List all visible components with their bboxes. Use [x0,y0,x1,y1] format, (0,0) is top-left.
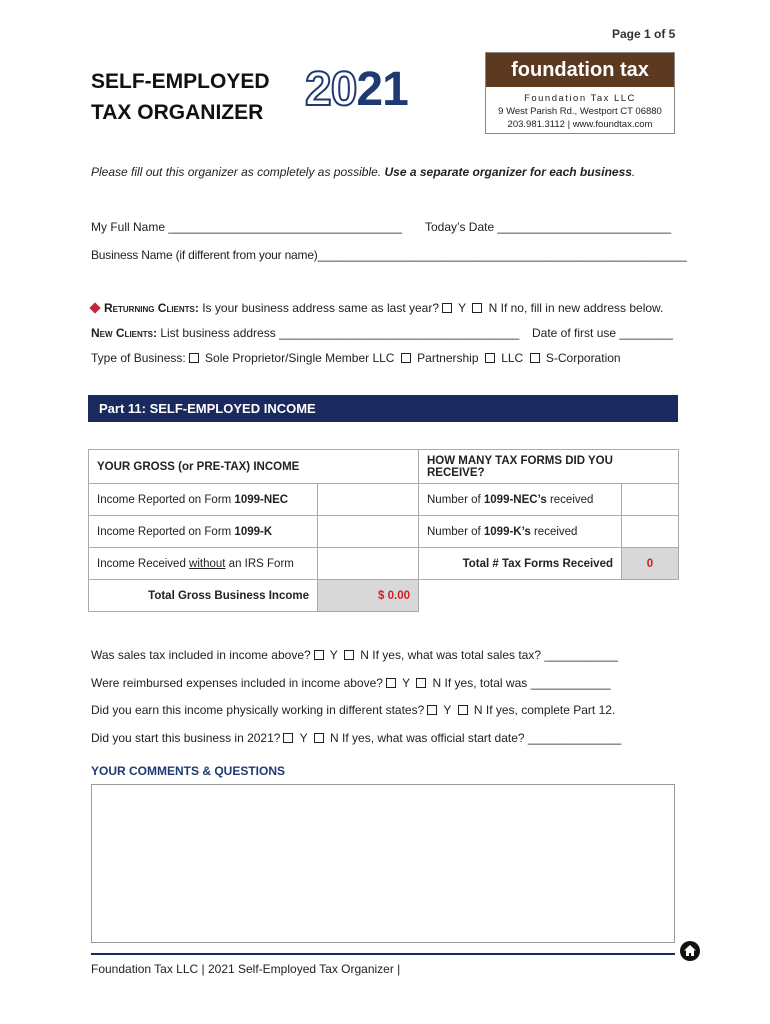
company-address: 9 West Parish Rd., Westport CT 06880 [498,106,662,117]
intro-end: . [631,165,636,179]
returning-clients-label: Returning Clients: [104,301,199,315]
intro-plain: Please fill out this organizer as completely as possible. [91,165,385,179]
checkbox-start-no[interactable] [314,733,324,743]
title-line-2: TAX ORGANIZER [91,101,264,124]
income-table [88,449,679,612]
business-address-field[interactable]: List business address ____________________________________ [157,326,520,340]
returning-clients-row [91,301,663,315]
checkbox-address-no[interactable] [472,303,482,313]
sales-tax-question: Was sales tax included in income above? Y N If yes, what was total sales tax? ___________ [91,648,618,662]
checkbox-reimbursed-yes[interactable] [386,678,396,688]
date-first-use-field[interactable]: Date of first use ________ [532,326,673,340]
company-info [486,92,674,131]
total-forms-value: 0 [622,548,679,580]
intro-bold: Use a separate organizer for each business [384,165,632,179]
todays-date-field[interactable]: Today’s Date __________________________ [425,220,672,234]
checkbox-states-no[interactable] [458,705,468,715]
returning-question: Is your business address same as last year? [198,301,440,315]
nec-income-input[interactable] [318,484,419,516]
no-label: N [485,301,501,315]
total-forms-label: Total # Tax Forms Received [419,548,622,580]
full-name-field[interactable]: My Full Name ___________________________________ [91,220,402,234]
checkbox-start-yes[interactable] [283,733,293,743]
k-count-label: Number of 1099-K’s received [419,516,622,548]
other-income-input[interactable] [318,548,419,580]
company-logo-box [485,52,675,134]
page-number: Page 1 of 5 [612,27,676,41]
other-income-label: Income Received without an IRS Form [89,548,318,580]
k-income-label: Income Reported on Form 1099-K [89,516,318,548]
nec-count-label: Number of 1099-NEC’s received [419,484,622,516]
diamond-icon [89,302,100,313]
year-part-1: 20 [305,63,357,116]
checkbox-llc[interactable] [485,353,495,363]
title-line-1: SELF-EMPLOYED [91,70,270,93]
states-question: Did you earn this income physically working in different states? Y N If yes, complete Part 12. [91,703,616,717]
gross-income-header: YOUR GROSS (or PRE-TAX) INCOME [89,450,419,484]
k-income-input[interactable] [318,516,419,548]
sole-label: Sole Proprietor/Single Member LLC [201,351,398,365]
footer-divider [91,953,675,955]
empty-cell [419,580,679,612]
company-name: Foundation Tax LLC [524,93,636,104]
new-clients-row [91,326,519,340]
tax-forms-header: HOW MANY TAX FORMS DID YOU RECEIVE? [419,450,679,484]
total-income-label: Total Gross Business Income [89,580,318,612]
home-icon[interactable] [680,941,700,961]
partnership-label: Partnership [413,351,482,365]
k-count-input[interactable] [622,516,679,548]
checkbox-states-yes[interactable] [427,705,437,715]
business-name-field[interactable]: Business Name (if different from your name)_________________________________________________________ [91,248,687,262]
comments-textarea[interactable] [91,784,675,943]
business-type-label: Type of Business: [91,351,186,365]
business-type-row [91,351,621,365]
company-contact: 203.981.3112 | www.foundtax.com [507,119,653,130]
reimbursed-total-field[interactable]: If yes, total was ____________ [444,676,611,690]
start-business-question: Did you start this business in 2021? Y N If yes, what was official start date? ______________ [91,731,622,745]
llc-label: LLC [497,351,527,365]
checkbox-sales-tax-yes[interactable] [314,650,324,660]
footer-text: Foundation Tax LLC | 2021 Self-Employed Tax Organizer | [91,962,401,976]
yes-label: Y [455,301,470,315]
sales-tax-amount-field[interactable]: If yes, what was total sales tax? ___________ [372,648,618,662]
intro-text [91,165,635,179]
comments-heading: YOUR COMMENTS & QUESTIONS [91,764,286,778]
nec-count-input[interactable] [622,484,679,516]
checkbox-address-yes[interactable] [442,303,452,313]
year-heading [305,62,408,117]
brand-logo: foundation tax [486,53,674,87]
total-income-value: $ 0.00 [318,580,419,612]
new-clients-label: New Clients: [91,326,157,340]
checkbox-partnership[interactable] [401,353,411,363]
checkbox-sales-tax-no[interactable] [344,650,354,660]
nec-income-label: Income Reported on Form 1099-NEC [89,484,318,516]
returning-tail: If no, fill in new address below. [500,301,664,315]
checkbox-s-corporation[interactable] [530,353,540,363]
checkbox-sole-proprietor[interactable] [189,353,199,363]
reimbursed-question: Were reimbursed expenses included in income above? Y N If yes, total was ____________ [91,676,611,690]
part-11-header: Part 11: SELF-EMPLOYED INCOME [88,395,678,422]
start-date-field[interactable]: If yes, what was official start date? ______________ [342,731,622,745]
document-title [91,66,270,128]
checkbox-reimbursed-no[interactable] [416,678,426,688]
year-part-2: 21 [356,63,408,116]
scorp-label: S-Corporation [542,351,621,365]
